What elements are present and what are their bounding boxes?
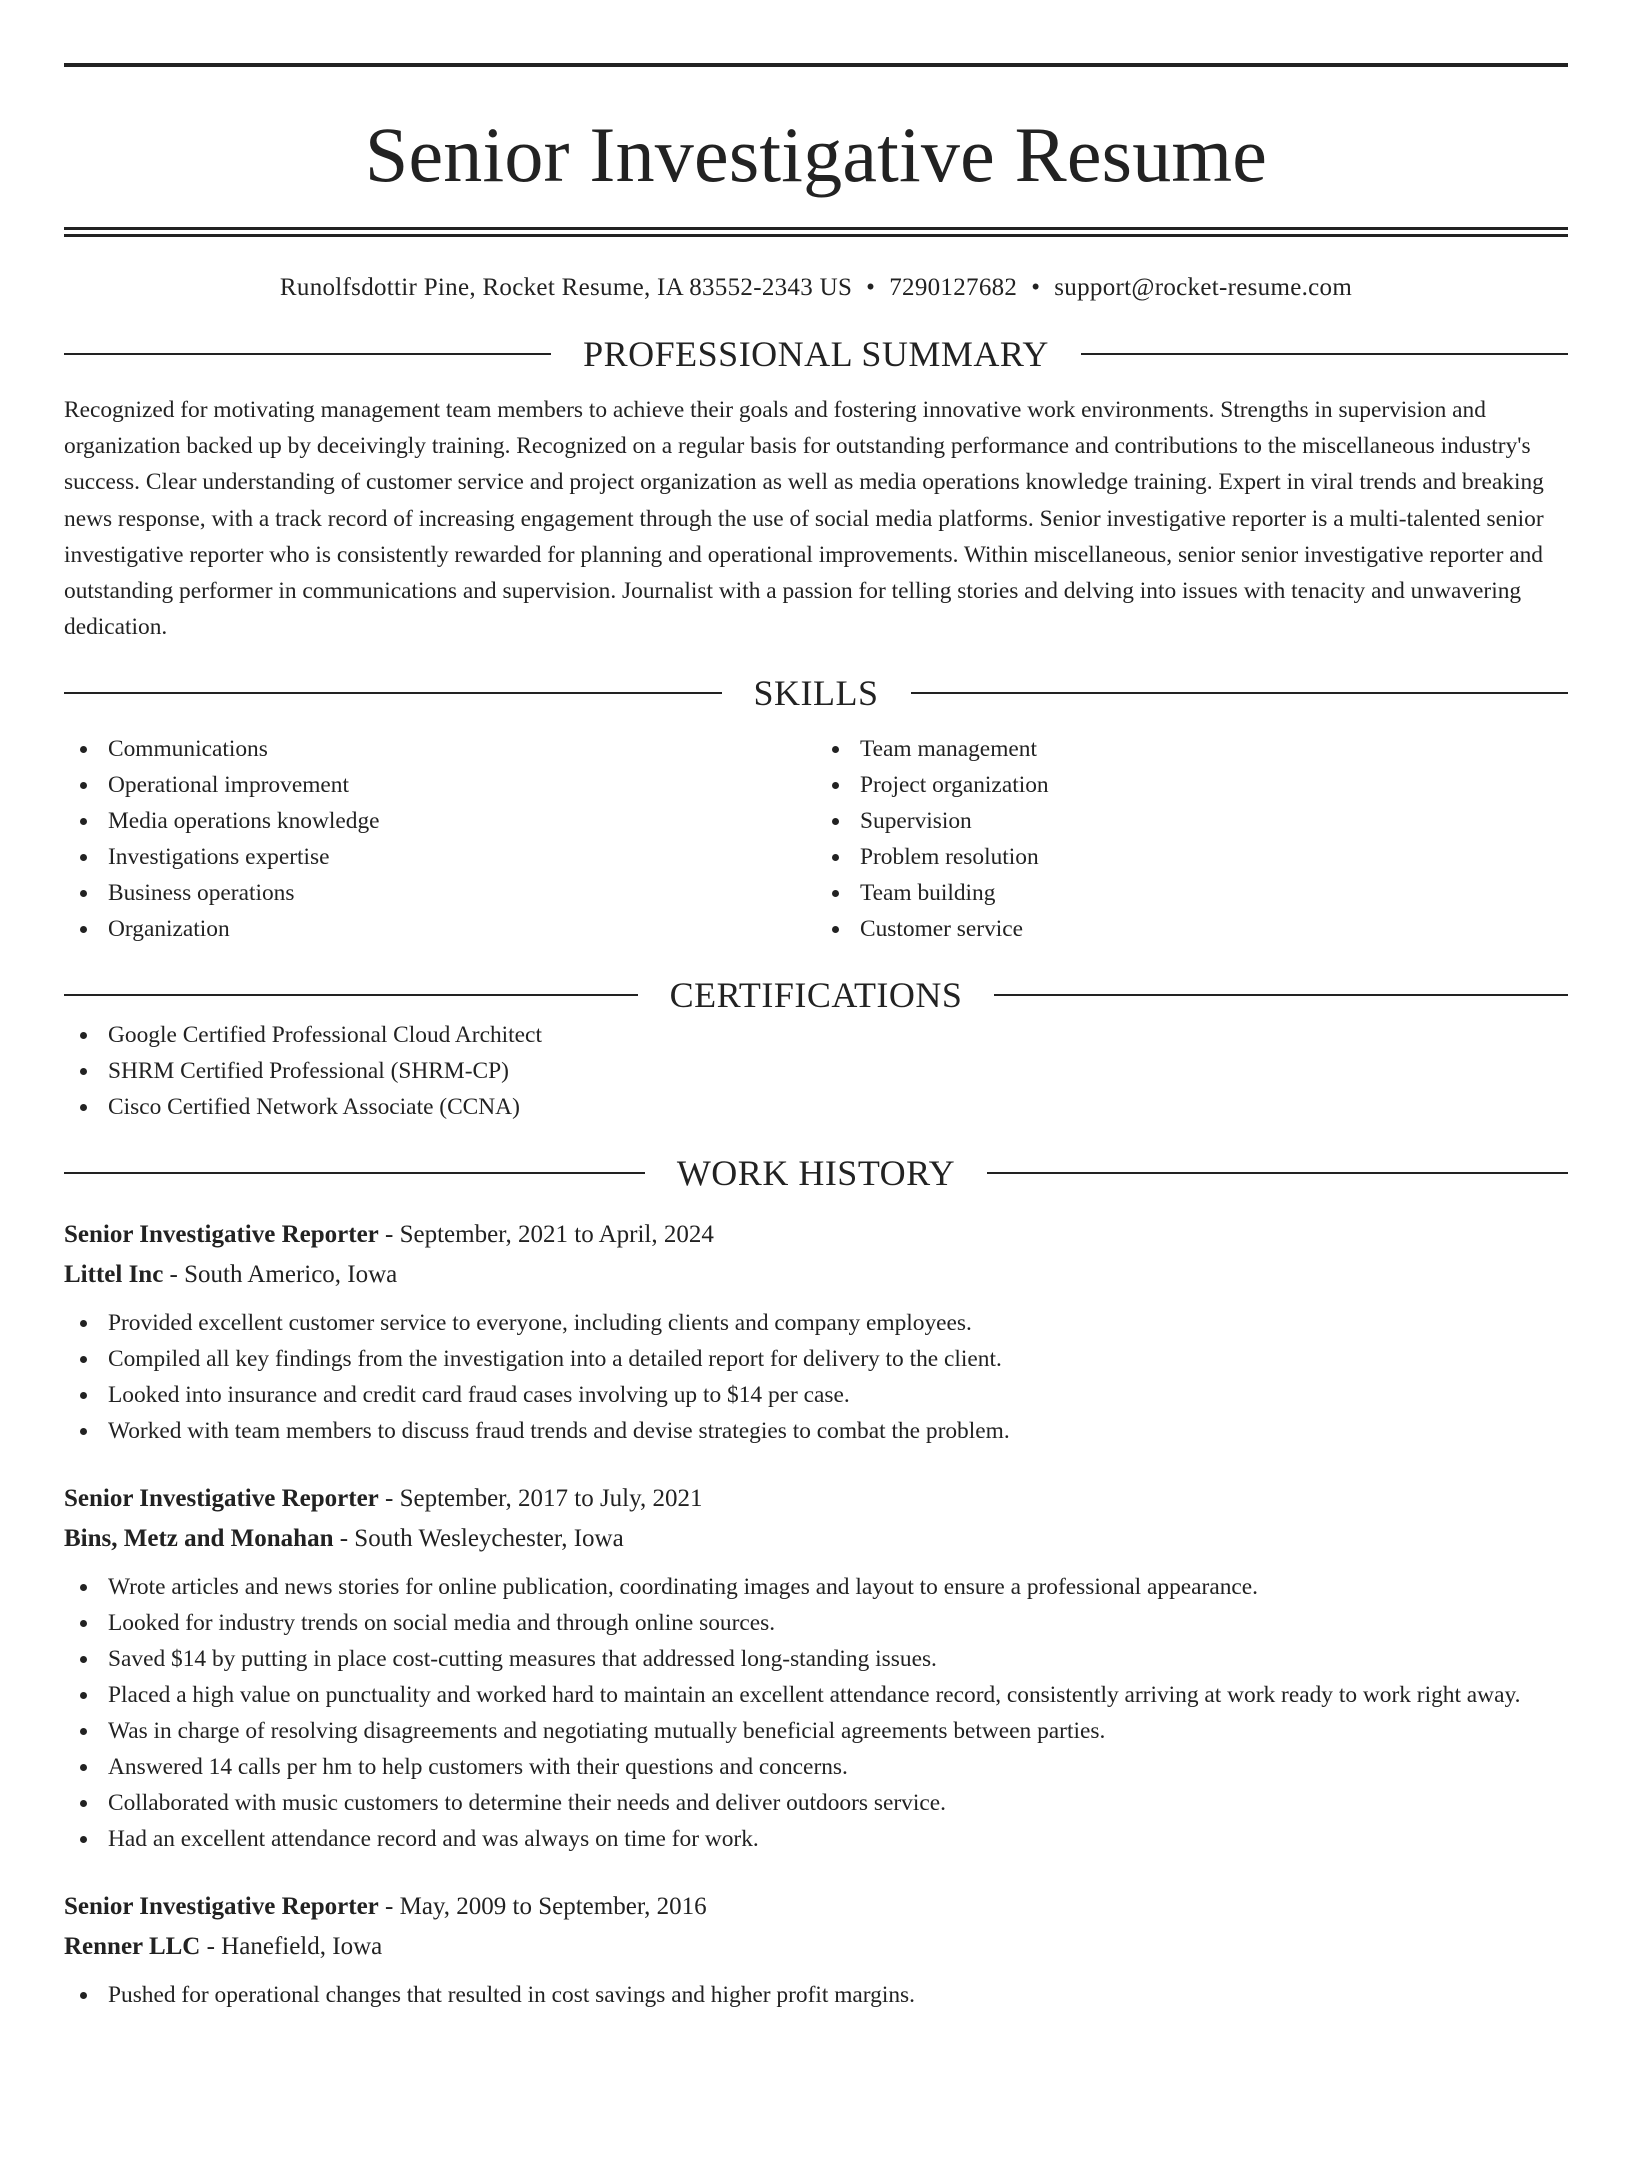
skill-item: Customer service — [816, 911, 1568, 947]
job-bullet: Looked into insurance and credit card fraud cases involving up to $14 per case. — [64, 1377, 1568, 1413]
job-bullet: Wrote articles and news stories for online publication, coordinating images and layout to ensure a professional appearance. — [64, 1569, 1568, 1605]
skill-item: Team building — [816, 875, 1568, 911]
job-company-line — [64, 1255, 1568, 1295]
skills-columns — [64, 731, 1568, 947]
title-double-rule — [64, 227, 1568, 237]
contact-separator: • — [1031, 274, 1041, 301]
divider-line — [64, 353, 551, 355]
section-title: WORK HISTORY — [676, 1153, 956, 1194]
job-location: - Hanefield, Iowa — [200, 1933, 383, 1961]
skill-item: Media operations knowledge — [64, 803, 816, 839]
certification-item: Google Certified Professional Cloud Architect — [64, 1017, 1568, 1053]
section-title: CERTIFICATIONS — [669, 975, 963, 1016]
job-entry — [64, 1479, 1568, 1857]
job-bullet: Worked with team members to discuss fraud trends and devise strategies to combat the problem. — [64, 1413, 1568, 1449]
resume-title: Senior Investigative Resume — [364, 111, 1268, 198]
job-location: - South Wesleychester, Iowa — [333, 1525, 624, 1553]
divider-line — [64, 1172, 645, 1174]
job-company-line — [64, 1927, 1568, 1967]
section-heading-certifications — [64, 973, 1568, 1017]
job-title-line — [64, 1887, 1568, 1927]
job-title: Senior Investigative Reporter — [64, 1221, 379, 1249]
job-bullet: Placed a high value on punctuality and worked hard to maintain an excellent attendance record, consistently arriving at work ready to work right away. — [64, 1677, 1568, 1713]
certification-item: SHRM Certified Professional (SHRM-CP) — [64, 1053, 1568, 1089]
job-dates: - September, 2017 to July, 2021 — [378, 1485, 703, 1513]
job-company: Littel Inc — [64, 1261, 164, 1289]
job-bullets — [64, 1305, 1568, 1449]
divider-line — [911, 692, 1569, 694]
certification-item: Cisco Certified Network Associate (CCNA) — [64, 1089, 1568, 1125]
job-title-line — [64, 1479, 1568, 1519]
job-title: Senior Investigative Reporter — [64, 1893, 379, 1921]
job-company: Bins, Metz and Monahan — [64, 1525, 334, 1553]
job-bullet: Was in charge of resolving disagreements and negotiating mutually beneficial agreements between parties. — [64, 1713, 1568, 1749]
section-heading-summary — [64, 332, 1568, 376]
divider-line — [994, 994, 1568, 996]
contact-separator: • — [866, 274, 876, 301]
job-title: Senior Investigative Reporter — [64, 1485, 379, 1513]
divider-line — [64, 692, 722, 694]
divider-line — [64, 994, 638, 996]
job-bullet: Looked for industry trends on social media and through online sources. — [64, 1605, 1568, 1641]
contact-line — [64, 270, 1568, 306]
certifications-list — [64, 1017, 1568, 1125]
job-title-line — [64, 1215, 1568, 1255]
job-bullet: Answered 14 calls per hm to help customers with their questions and concerns. — [64, 1749, 1568, 1785]
section-title: PROFESSIONAL SUMMARY — [583, 334, 1049, 374]
job-dates: - September, 2021 to April, 2024 — [378, 1221, 714, 1249]
skill-item: Communications — [64, 731, 816, 767]
section-heading-skills — [64, 671, 1568, 715]
skill-item: Supervision — [816, 803, 1568, 839]
job-bullet: Pushed for operational changes that resulted in cost savings and higher profit margins. — [64, 1977, 1568, 2013]
skill-item: Operational improvement — [64, 767, 816, 803]
job-entry — [64, 1887, 1568, 2013]
job-bullet: Saved $14 by putting in place cost-cutting measures that addressed long-standing issues. — [64, 1641, 1568, 1677]
job-bullets — [64, 1977, 1568, 2013]
skill-item: Problem resolution — [816, 839, 1568, 875]
section-heading-work-history — [64, 1151, 1568, 1195]
job-company: Renner LLC — [64, 1933, 201, 1961]
skill-item: Investigations expertise — [64, 839, 816, 875]
contact-phone: 7290127682 — [889, 274, 1018, 301]
skill-item: Organization — [64, 911, 816, 947]
skills-list-left — [64, 731, 816, 947]
resume-page — [0, 63, 1632, 2175]
job-bullet: Collaborated with music customers to determine their needs and deliver outdoors service. — [64, 1785, 1568, 1821]
skill-item: Team management — [816, 731, 1568, 767]
job-bullets — [64, 1569, 1568, 1857]
job-entry — [64, 1215, 1568, 1449]
section-title: SKILLS — [753, 673, 879, 714]
job-bullet: Provided excellent customer service to everyone, including clients and company employees. — [64, 1305, 1568, 1341]
skill-item: Project organization — [816, 767, 1568, 803]
job-location: - South Americo, Iowa — [163, 1261, 398, 1289]
skill-item: Business operations — [64, 875, 816, 911]
job-dates: - May, 2009 to September, 2016 — [378, 1893, 707, 1921]
job-bullet: Had an excellent attendance record and was always on time for work. — [64, 1821, 1568, 1857]
divider-line — [987, 1172, 1568, 1174]
job-bullet: Compiled all key findings from the investigation into a detailed report for delivery to the client. — [64, 1341, 1568, 1377]
divider-line — [1081, 353, 1568, 355]
contact-email: support@rocket-resume.com — [1054, 274, 1353, 301]
summary-text: Recognized for motivating management team members to achieve their goals and fostering innovative work environments. Strengths in supervision and organization backed up by deceivingly training. Recognized on a regular basis for outstanding performance and contributions to the miscellaneous industry's success. Clear understanding of customer service and project organization as well as media operations knowledge training. Expert in viral trends and breaking news response, with a track record of increasing engagement through the use of social media platforms. Senior investigative reporter is a multi-talented senior investigative reporter who is consistently rewarded for planning and operational improvements. Within miscellaneous, senior senior investigative reporter and outstanding performer in communications and supervision. Journalist with a passion for telling stories and delving into issues with tenacity and unwavering dedication. — [64, 397, 1544, 641]
skills-list-right — [816, 731, 1568, 947]
job-company-line — [64, 1519, 1568, 1559]
contact-address: Runolfsdottir Pine, Rocket Resume, IA 83552-2343 US — [279, 274, 853, 301]
